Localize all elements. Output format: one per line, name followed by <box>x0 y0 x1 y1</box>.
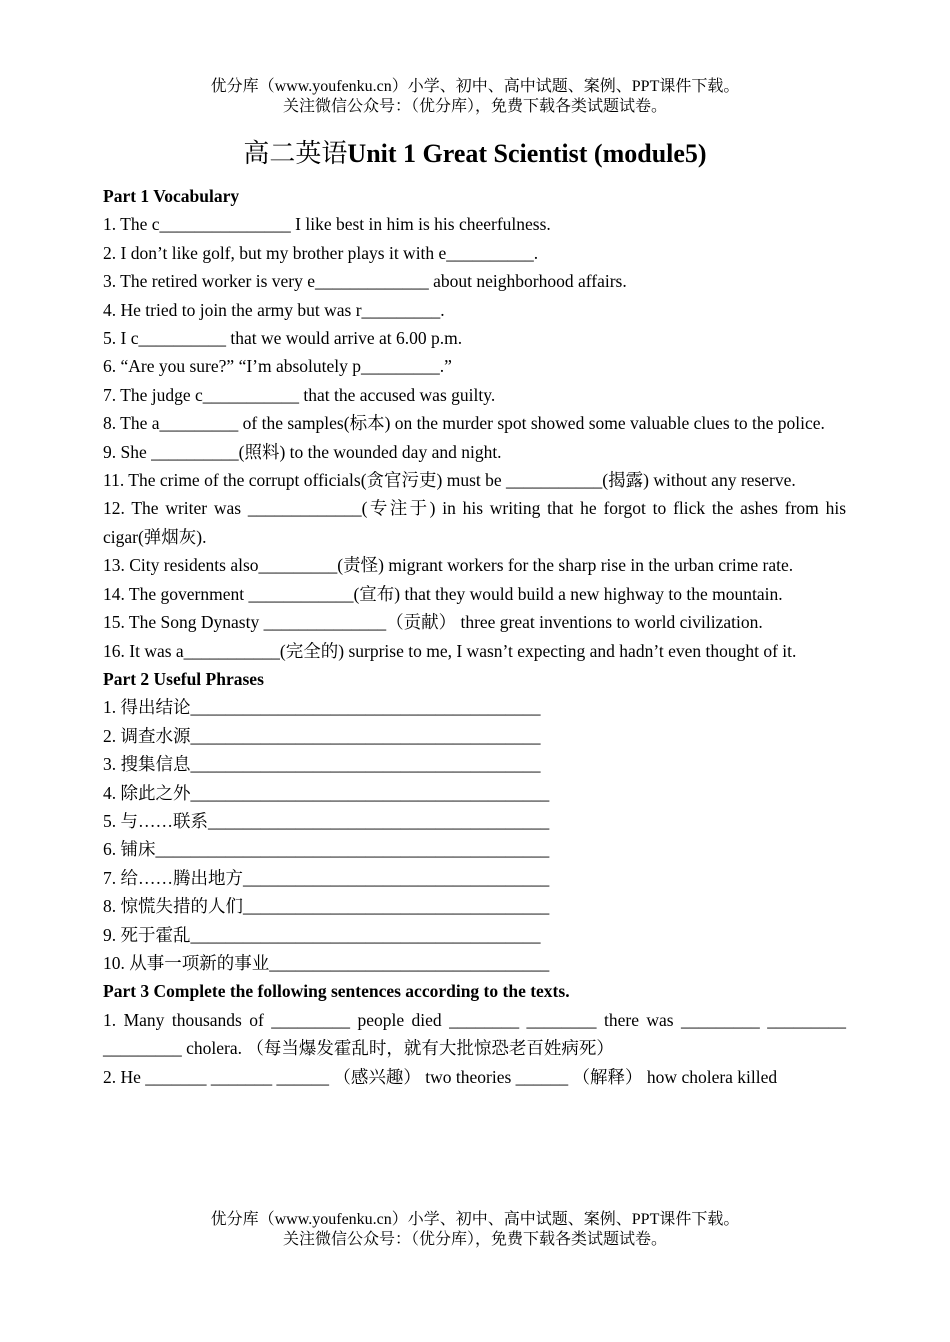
vocab-item: 5. I c__________ that we would arrive at 6.00 p.m. <box>103 328 463 349</box>
phrase-item: 9. 死于霍乱________________________________________ <box>103 924 541 945</box>
vocab-item: 8. The a_________ of the samples(标本) on the murder spot showed some valuable clues to the police. <box>103 413 825 434</box>
vocab-item: 2. I don’t like golf, but my brother plays it with e__________. <box>103 242 539 263</box>
vocab-item: 13. City residents also_________(责怪) migrant workers for the sharp rise in the urban crime rate. <box>103 555 794 576</box>
phrase-item: 5. 与……联系_______________________________________ <box>103 810 550 831</box>
vocab-item: 11. The crime of the corrupt officials(贪官污吏) must be ___________(揭露) without any reserve. <box>103 470 796 491</box>
header-line-2: 关注微信公众号：（优分库），免费下载各类试题试卷。 <box>282 98 667 115</box>
phrase-item: 2. 调查水源________________________________________ <box>103 725 541 746</box>
sentence-item: 2. He _______ _______ ______ （感兴趣） two theories ______ （解释） how cholera killed <box>103 1066 778 1087</box>
page-title <box>0 138 950 170</box>
footer-line-1: 优分库（www.youfenku.cn）小学、初中、高中试题、案例、PPT课件下载。 <box>210 1211 740 1228</box>
vocab-item: 6. “Are you sure?” “I’m absolutely p_________.” <box>103 356 452 377</box>
sentence-item: 1. Many thousands of _________ people died ________ ________ there was _________ _________ _________ cholera. （每当爆发霍乱时，就有大批惊恐老百姓病死） <box>103 1009 846 1059</box>
vocab-item: 3. The retired worker is very e_____________ about neighborhood affairs. <box>103 271 627 292</box>
title-cn: 高二英语 <box>243 139 348 168</box>
phrase-item: 3. 搜集信息________________________________________ <box>103 754 541 775</box>
part1-heading: Part 1 Vocabulary <box>103 186 240 206</box>
vocab-item: 12. The writer was _____________(专注于) in his writing that he forgot to flick the ashes from his cigar(弹烟灰). <box>103 498 846 547</box>
phrase-item: 4. 除此之外_________________________________________ <box>103 782 550 803</box>
vocab-item: 15. The Song Dynasty ______________（贡献） three great inventions to world civilization. <box>103 612 763 633</box>
vocab-item: 4. He tried to join the army but was r_________. <box>103 299 445 320</box>
vocab-item: 9. She __________(照料) to the wounded day and night. <box>103 441 502 462</box>
phrase-item: 10. 从事一项新的事业________________________________ <box>103 952 550 973</box>
header-line-1: 优分库（www.youfenku.cn）小学、初中、高中试题、案例、PPT课件下载。 <box>210 78 740 95</box>
page-footer <box>0 1210 950 1250</box>
vocab-item: 16. It was a___________(完全的) surprise to me, I wasn’t expecting and hadn’t even thought of it. <box>103 640 797 661</box>
part3-heading: Part 3 Complete the following sentences according to the texts. <box>103 981 570 1002</box>
worksheet-body <box>103 182 846 1091</box>
phrase-item: 6. 铺床_____________________________________________ <box>103 839 550 860</box>
part2-heading: Part 2 Useful Phrases <box>103 668 264 689</box>
phrase-item: 8. 惊慌失措的人们___________________________________ <box>103 896 550 917</box>
page-header <box>0 77 950 117</box>
vocab-item: 7. The judge c___________ that the accused was guilty. <box>103 384 496 405</box>
vocab-item: 1. The c_______________ I like best in him is his cheerfulness. <box>103 214 551 235</box>
footer-line-2: 关注微信公众号：（优分库），免费下载各类试题试卷。 <box>282 1231 667 1248</box>
phrase-item: 1. 得出结论________________________________________ <box>103 697 541 718</box>
phrase-item: 7. 给……腾出地方___________________________________ <box>103 867 550 888</box>
title-en: Unit 1 Great Scientist (module5) <box>347 139 707 168</box>
vocab-item: 14. The government ____________(宣布) that they would build a new highway to the mountain. <box>103 583 783 604</box>
